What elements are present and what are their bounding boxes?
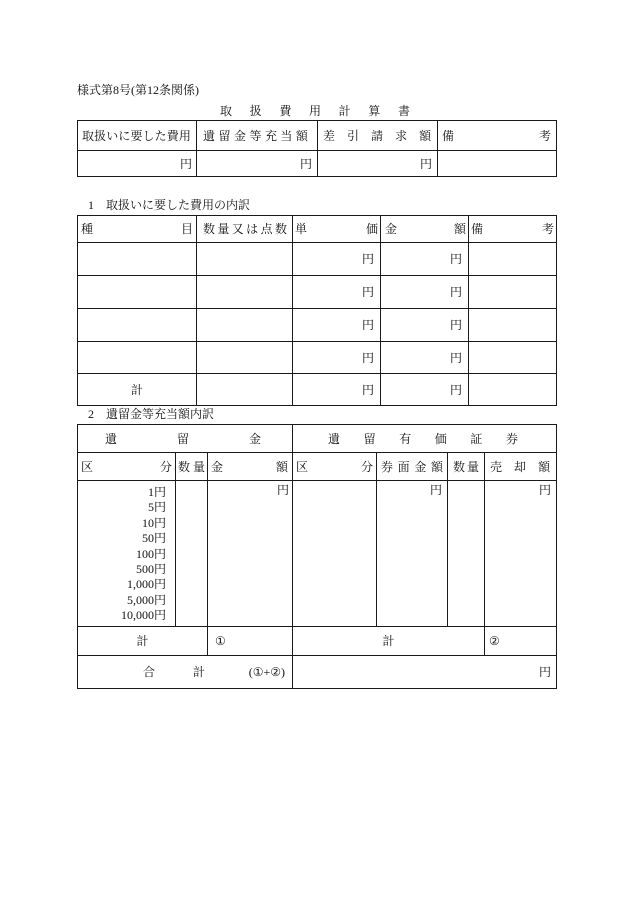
appropriation-breakdown-table [77, 424, 557, 689]
summary-remarks-field [438, 151, 557, 177]
cost-breakdown-table [77, 215, 557, 406]
cost-header-row [78, 216, 557, 243]
summary-header-cost-cell [78, 121, 197, 151]
cost-total-amount-unit: 円 [381, 374, 469, 406]
cost-row [78, 243, 557, 276]
cost-row [78, 309, 557, 342]
cost-total-remarks-field [469, 374, 557, 406]
form-number: 様式第8号(第12条関係) [77, 83, 199, 97]
cost-header-quantity: 数 量 又 は 点 数 [203, 222, 287, 236]
cost-quantity-field [197, 309, 293, 342]
cost-remarks-field [469, 243, 557, 276]
group-header-row [78, 425, 557, 453]
securities-header-quantity: 数 量 [453, 459, 480, 474]
securities-header-sale-amount: 売 却 額 [490, 459, 551, 474]
summary-header-claim: 差 引 請 求 額 [323, 128, 432, 143]
cost-amount-unit: 円 [381, 309, 469, 342]
cost-header-item-cell [78, 216, 197, 243]
grand-total-label-cell [78, 656, 293, 689]
cost-item-field [78, 276, 197, 309]
securities-header-sale-amount-cell [485, 453, 557, 481]
summary-header-row [78, 121, 557, 151]
grand-total-unit: 円 [293, 656, 557, 689]
cost-total-unit-price-unit: 円 [293, 374, 381, 406]
cost-header-unit-price: 単 価 [295, 222, 378, 236]
appropriation-header-row [78, 453, 557, 481]
cost-header-remarks: 備 考 [471, 222, 554, 236]
securities-header-category: 区 分 [296, 459, 373, 474]
securities-category-field [293, 481, 377, 627]
cost-total-label: 計 [78, 374, 197, 406]
cost-header-quantity-cell [197, 216, 293, 243]
cash-header-category: 区 分 [81, 459, 172, 474]
securities-header-face-value-cell [377, 453, 448, 481]
securities-header-quantity-cell [448, 453, 485, 481]
securities-subtotal-label: 計 [293, 627, 485, 656]
section-2-heading: 2 遺留金等充当額内訳 [88, 407, 215, 421]
summary-header-claim-cell [318, 121, 438, 151]
cost-unit-price-unit: 円 [293, 243, 381, 276]
cash-header-amount: 金 額 [211, 459, 289, 474]
group-header-cash-cell [78, 425, 293, 453]
sale-amount-unit: 円 [485, 481, 557, 627]
cost-item-field [78, 342, 197, 374]
denomination-item: 10,000円 [120, 608, 166, 623]
cost-unit-price-unit: 円 [293, 276, 381, 309]
denomination-item: 500円 [135, 562, 166, 577]
grand-total-formula: (①+②) [248, 665, 286, 679]
appropriation-detail-row [78, 481, 557, 627]
cash-subtotal-label: 計 [78, 627, 208, 656]
cost-item-field [78, 243, 197, 276]
face-value-unit: 円 [377, 481, 448, 627]
cost-total-quantity-field [197, 374, 293, 406]
cost-unit-price-unit: 円 [293, 309, 381, 342]
subtotal-row [78, 627, 557, 656]
cost-remarks-field [469, 342, 557, 374]
cost-header-item: 種 目 [81, 222, 193, 236]
denomination-item: 5円 [147, 500, 166, 515]
cost-remarks-field [469, 309, 557, 342]
securities-header-face-value: 券 面 金 額 [381, 459, 443, 474]
cash-subtotal-mark: ① [208, 627, 293, 656]
summary-table [77, 120, 557, 177]
cost-header-remarks-cell [469, 216, 557, 243]
summary-header-appropriation: 遺 留 金 等 充 当 額 [203, 128, 308, 143]
summary-appropriation-unit: 円 [197, 151, 318, 177]
cost-remarks-field [469, 276, 557, 309]
summary-claim-unit: 円 [318, 151, 438, 177]
cost-amount-unit: 円 [381, 243, 469, 276]
denomination-item: 50円 [141, 531, 166, 546]
securities-quantity-field [448, 481, 485, 627]
section-1-heading: 1 取扱いに要した費用の内訳 [88, 198, 251, 212]
summary-header-remarks-cell [438, 121, 557, 151]
cost-amount-unit: 円 [381, 342, 469, 374]
cost-quantity-field [197, 243, 293, 276]
summary-header-remarks: 備 考 [442, 128, 551, 143]
denomination-item: 10円 [141, 515, 166, 530]
summary-header-appropriation-cell [197, 121, 318, 151]
document-title: 取 扱 費 用 計 算 書 [220, 104, 410, 118]
denomination-list-cell [78, 481, 176, 627]
group-header-securities-cell [293, 425, 557, 453]
cost-quantity-field [197, 342, 293, 374]
cash-quantity-field [176, 481, 208, 627]
cost-total-row [78, 374, 557, 406]
denomination-item: 1円 [147, 485, 166, 499]
cost-row [78, 342, 557, 374]
cash-header-quantity-cell [176, 453, 208, 481]
cash-header-amount-cell [208, 453, 293, 481]
denomination-list [78, 481, 175, 624]
grand-total-row [78, 656, 557, 689]
cash-header-quantity: 数 量 [178, 459, 205, 474]
cost-amount-unit: 円 [381, 276, 469, 309]
denomination-item: 5,000円 [126, 592, 166, 607]
grand-total-label: 合 計 [143, 665, 205, 679]
cost-row [78, 276, 557, 309]
summary-header-cost: 取 扱 い に 要 し た 費 用 [82, 128, 191, 143]
cost-quantity-field [197, 276, 293, 309]
securities-subtotal-mark: ② [485, 627, 557, 656]
cost-item-field [78, 309, 197, 342]
cash-header-category-cell [78, 453, 176, 481]
cost-header-amount-cell [381, 216, 469, 243]
cost-unit-price-unit: 円 [293, 342, 381, 374]
group-header-securities: 遺 留 有 価 証 券 [328, 431, 518, 446]
denomination-item: 100円 [135, 546, 166, 561]
denomination-item: 1,000円 [126, 577, 166, 592]
summary-cost-unit: 円 [78, 151, 197, 177]
cost-header-unit-price-cell [293, 216, 381, 243]
securities-header-category-cell [293, 453, 377, 481]
cost-header-amount: 金 額 [385, 222, 466, 236]
group-header-cash: 遺 留 金 [105, 431, 262, 446]
summary-value-row [78, 151, 557, 177]
cash-amount-unit: 円 [208, 481, 293, 627]
